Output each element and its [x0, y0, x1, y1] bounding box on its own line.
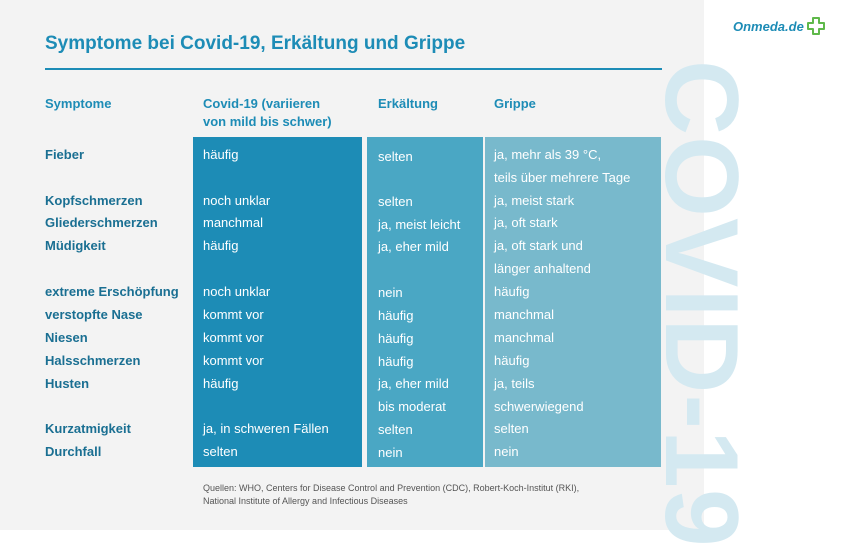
grippe-cell-line2: teils über mehrere Tage — [494, 170, 631, 185]
covid-cell: kommt vor — [203, 307, 264, 322]
covid-cell: kommt vor — [203, 353, 264, 368]
erkaeltung-cell: häufig — [378, 354, 414, 369]
page-title: Symptome bei Covid-19, Erkältung und Grippe — [45, 33, 466, 54]
covid-cell: häufig — [203, 147, 239, 162]
logo-text: Onmeda.de — [733, 18, 804, 34]
covid-cell: selten — [203, 444, 238, 459]
erkaeltung-cell: ja, eher mild — [378, 376, 449, 391]
symptom-cell: Husten — [45, 376, 90, 391]
medical-cross-icon — [806, 17, 826, 38]
sources-line1: Quellen: WHO, Centers for Disease Control and Prevention (CDC), Robert-Koch-Institut (RKI), — [203, 483, 580, 493]
erkaeltung-cell: selten — [378, 422, 413, 437]
covid-cell: häufig — [203, 238, 239, 253]
erkaeltung-cell: ja, eher mild — [378, 239, 449, 254]
symptom-cell: extreme Erschöpfung — [45, 284, 179, 299]
grippe-cell: ja, meist stark — [494, 193, 575, 208]
header-erkaeltung: Erkältung — [378, 96, 438, 111]
grippe-cell-line2: länger anhaltend — [494, 261, 591, 276]
covid-cell: noch unklar — [203, 284, 271, 299]
erkaeltung-cell: nein — [378, 445, 403, 460]
erkaeltung-cell: häufig — [378, 331, 414, 346]
sources-note — [203, 482, 579, 508]
covid-watermark: COVID-19 — [643, 60, 759, 548]
grippe-cell-line2: schwerwiegend — [494, 399, 584, 414]
symptom-cell: Kopfschmerzen — [45, 193, 143, 208]
erkaeltung-cell: nein — [378, 285, 403, 300]
symptom-cell: Durchfall — [45, 444, 102, 459]
symptom-cell: Niesen — [45, 330, 88, 345]
grippe-cell: ja, mehr als 39 °C, — [494, 147, 602, 162]
covid-cell: kommt vor — [203, 330, 264, 345]
header-covid-line1: Covid-19 (variieren — [203, 96, 321, 111]
grippe-cell: selten — [494, 421, 529, 436]
symptom-cell: Müdigkeit — [45, 238, 106, 253]
symptom-cell: Gliederschmerzen — [45, 215, 158, 230]
sources-line2: National Institute of Allergy and Infectious Diseases — [203, 496, 408, 506]
symptom-cell: verstopfte Nase — [45, 307, 143, 322]
erkaeltung-cell: häufig — [378, 308, 414, 323]
erkaeltung-cell: ja, meist leicht — [378, 217, 461, 232]
erkaeltung-cell-line2: bis moderat — [378, 399, 446, 414]
title-divider — [45, 68, 662, 70]
erkaeltung-cell: selten — [378, 194, 413, 209]
symptom-cell: Fieber — [45, 147, 85, 162]
header-symptome: Symptome — [45, 96, 112, 111]
header-covid — [203, 95, 332, 131]
grippe-cell: manchmal — [494, 330, 554, 345]
grippe-cell: nein — [494, 444, 519, 459]
covid-cell: noch unklar — [203, 193, 271, 208]
grippe-cell: häufig — [494, 353, 530, 368]
covid-cell: manchmal — [203, 215, 263, 230]
grippe-cell: häufig — [494, 284, 530, 299]
grippe-cell: manchmal — [494, 307, 554, 322]
covid-cell: häufig — [203, 376, 239, 391]
erkaeltung-cell: selten — [378, 149, 413, 164]
grippe-cell: ja, teils — [494, 376, 535, 391]
symptom-cell: Halsschmerzen — [45, 353, 141, 368]
onmeda-logo[interactable] — [733, 17, 826, 38]
covid-cell: ja, in schweren Fällen — [203, 421, 329, 436]
header-covid-line2: von mild bis schwer) — [203, 114, 332, 129]
grippe-cell: ja, oft stark — [494, 215, 558, 230]
grippe-cell: ja, oft stark und — [494, 238, 583, 253]
header-grippe: Grippe — [494, 96, 536, 111]
symptom-cell: Kurzatmigkeit — [45, 421, 131, 436]
